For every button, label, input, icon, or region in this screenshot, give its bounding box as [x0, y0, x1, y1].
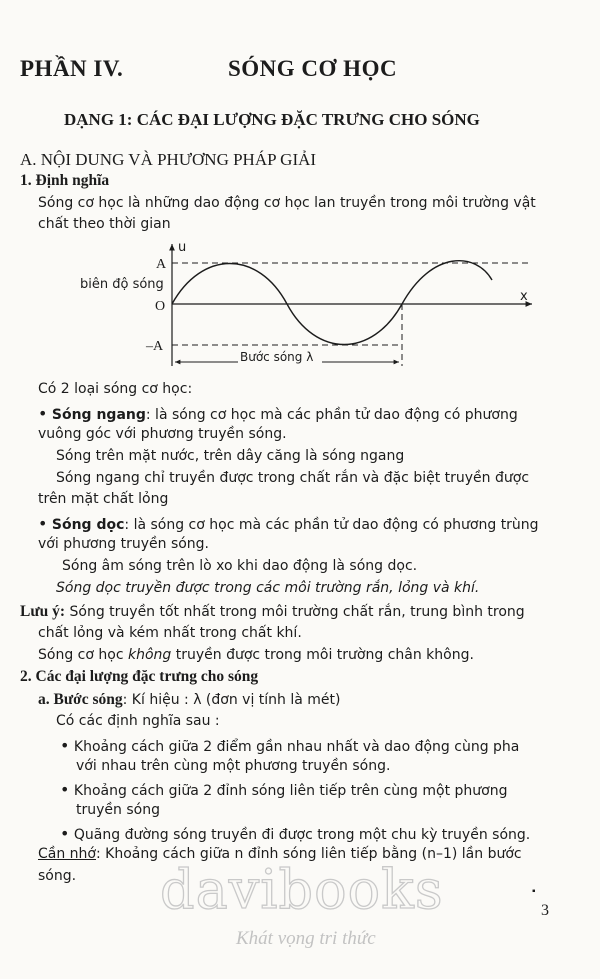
longitudinal-example: Sóng âm sóng trên lò xo khi dao động là sóng dọc.	[62, 558, 418, 574]
bullet-icon: •	[60, 780, 70, 799]
watermark-slogan: Khát vọng tri thức	[236, 928, 376, 949]
wavelength-label: Bước sóng λ	[240, 350, 314, 364]
section-type-heading: DẠNG 1: CÁC ĐẠI LƯỢNG ĐẶC TRƯNG CHO SÓNG	[64, 110, 480, 129]
transverse-example: Sóng trên mặt nước, trên dây căng là sóng ngang	[56, 448, 405, 464]
definition-bullet-2: • Khoảng cách giữa 2 đỉnh sóng liên tiếp trên cùng một phương	[60, 780, 508, 799]
definition-bullet-1-cont: với nhau trên cùng một phương truyền sóng.	[76, 758, 391, 774]
definition-bullet-3: • Quãng đường sóng truyền đi được trong một chu kỳ truyền sóng.	[60, 824, 531, 843]
transverse-note-2: trên mặt chất lỏng	[38, 491, 169, 507]
transverse-wave-line-1: • Sóng ngang: là sóng cơ học mà các phần tử dao động có phương	[38, 404, 518, 423]
definitions-intro: Có các định nghĩa sau :	[56, 713, 220, 729]
a-label: A	[156, 257, 167, 272]
note-label: Lưu ý:	[20, 603, 66, 620]
longitudinal-italic-note: Sóng dọc truyền được trong các môi trường rắn, lỏng và khí.	[56, 580, 480, 596]
transverse-term: Sóng ngang	[51, 407, 146, 423]
note-line-1: Lưu ý: Sóng truyền tốt nhất trong môi trường chất rắn, trung bình trong	[20, 603, 525, 620]
types-intro: Có 2 loại sóng cơ học:	[38, 381, 193, 397]
remember-line-1: Cần nhớ: Khoảng cách giữa n đỉnh sóng liên tiếp bằng (n–1) lần bước	[38, 846, 522, 862]
longitudinal-term: Sóng dọc	[51, 517, 125, 533]
x-label: x	[520, 289, 528, 304]
definition-bullet-2-cont: truyền sóng	[76, 802, 160, 818]
longitudinal-wave-line-1: • Sóng dọc: là sóng cơ học mà các phần tử dao động có phương trùng	[38, 514, 539, 533]
page-number: 3	[541, 902, 549, 919]
transverse-wave-line-2: vuông góc với phương truyền sóng.	[38, 426, 287, 442]
definition-line-1: Sóng cơ học là những dao động cơ học lan truyền trong môi trường vật	[38, 195, 536, 211]
remember-line-2: sóng.	[38, 868, 77, 884]
bullet-icon: •	[60, 736, 70, 755]
quantities-heading: 2. Các đại lượng đặc trưng cho sóng	[20, 668, 259, 685]
bullet-icon: •	[60, 824, 70, 843]
part-label: PHẦN IV.	[20, 56, 124, 81]
wave-diagram	[0, 238, 600, 370]
section-a-heading: A. NỘI DUNG VÀ PHƯƠNG PHÁP GIẢI	[20, 150, 317, 169]
wavelength-heading: a. Bước sóng: Kí hiệu : λ (đơn vị tính là mét)	[38, 691, 341, 708]
amplitude-label: biên độ sóng	[80, 277, 164, 292]
watermark-logo: davibooks	[160, 858, 444, 921]
decorative-dot: ▪	[532, 886, 536, 897]
remember-label: Cần nhớ	[38, 846, 96, 862]
bullet-icon: •	[38, 404, 48, 423]
o-label: O	[155, 299, 166, 314]
longitudinal-wave-line-2: với phương truyền sóng.	[38, 536, 210, 552]
note-line-2: chất lỏng và kém nhất trong chất khí.	[38, 625, 302, 641]
bullet-icon: •	[38, 514, 48, 533]
u-label: u	[178, 240, 187, 255]
definition-line-2: chất theo thời gian	[38, 216, 171, 232]
sine-wave	[172, 261, 492, 345]
transverse-note-1: Sóng ngang chỉ truyền được trong chất rắn và đặc biệt truyền được	[56, 470, 530, 486]
note-line-3: Sóng cơ học không truyền được trong môi trường chân không.	[38, 647, 474, 663]
definition-bullet-1: • Khoảng cách giữa 2 điểm gần nhau nhất và dao động cùng pha	[60, 736, 520, 755]
part-title: SÓNG CƠ HỌC	[228, 56, 398, 81]
definition-heading: 1. Định nghĩa	[20, 172, 110, 189]
minus-a-label: –A	[146, 339, 164, 354]
